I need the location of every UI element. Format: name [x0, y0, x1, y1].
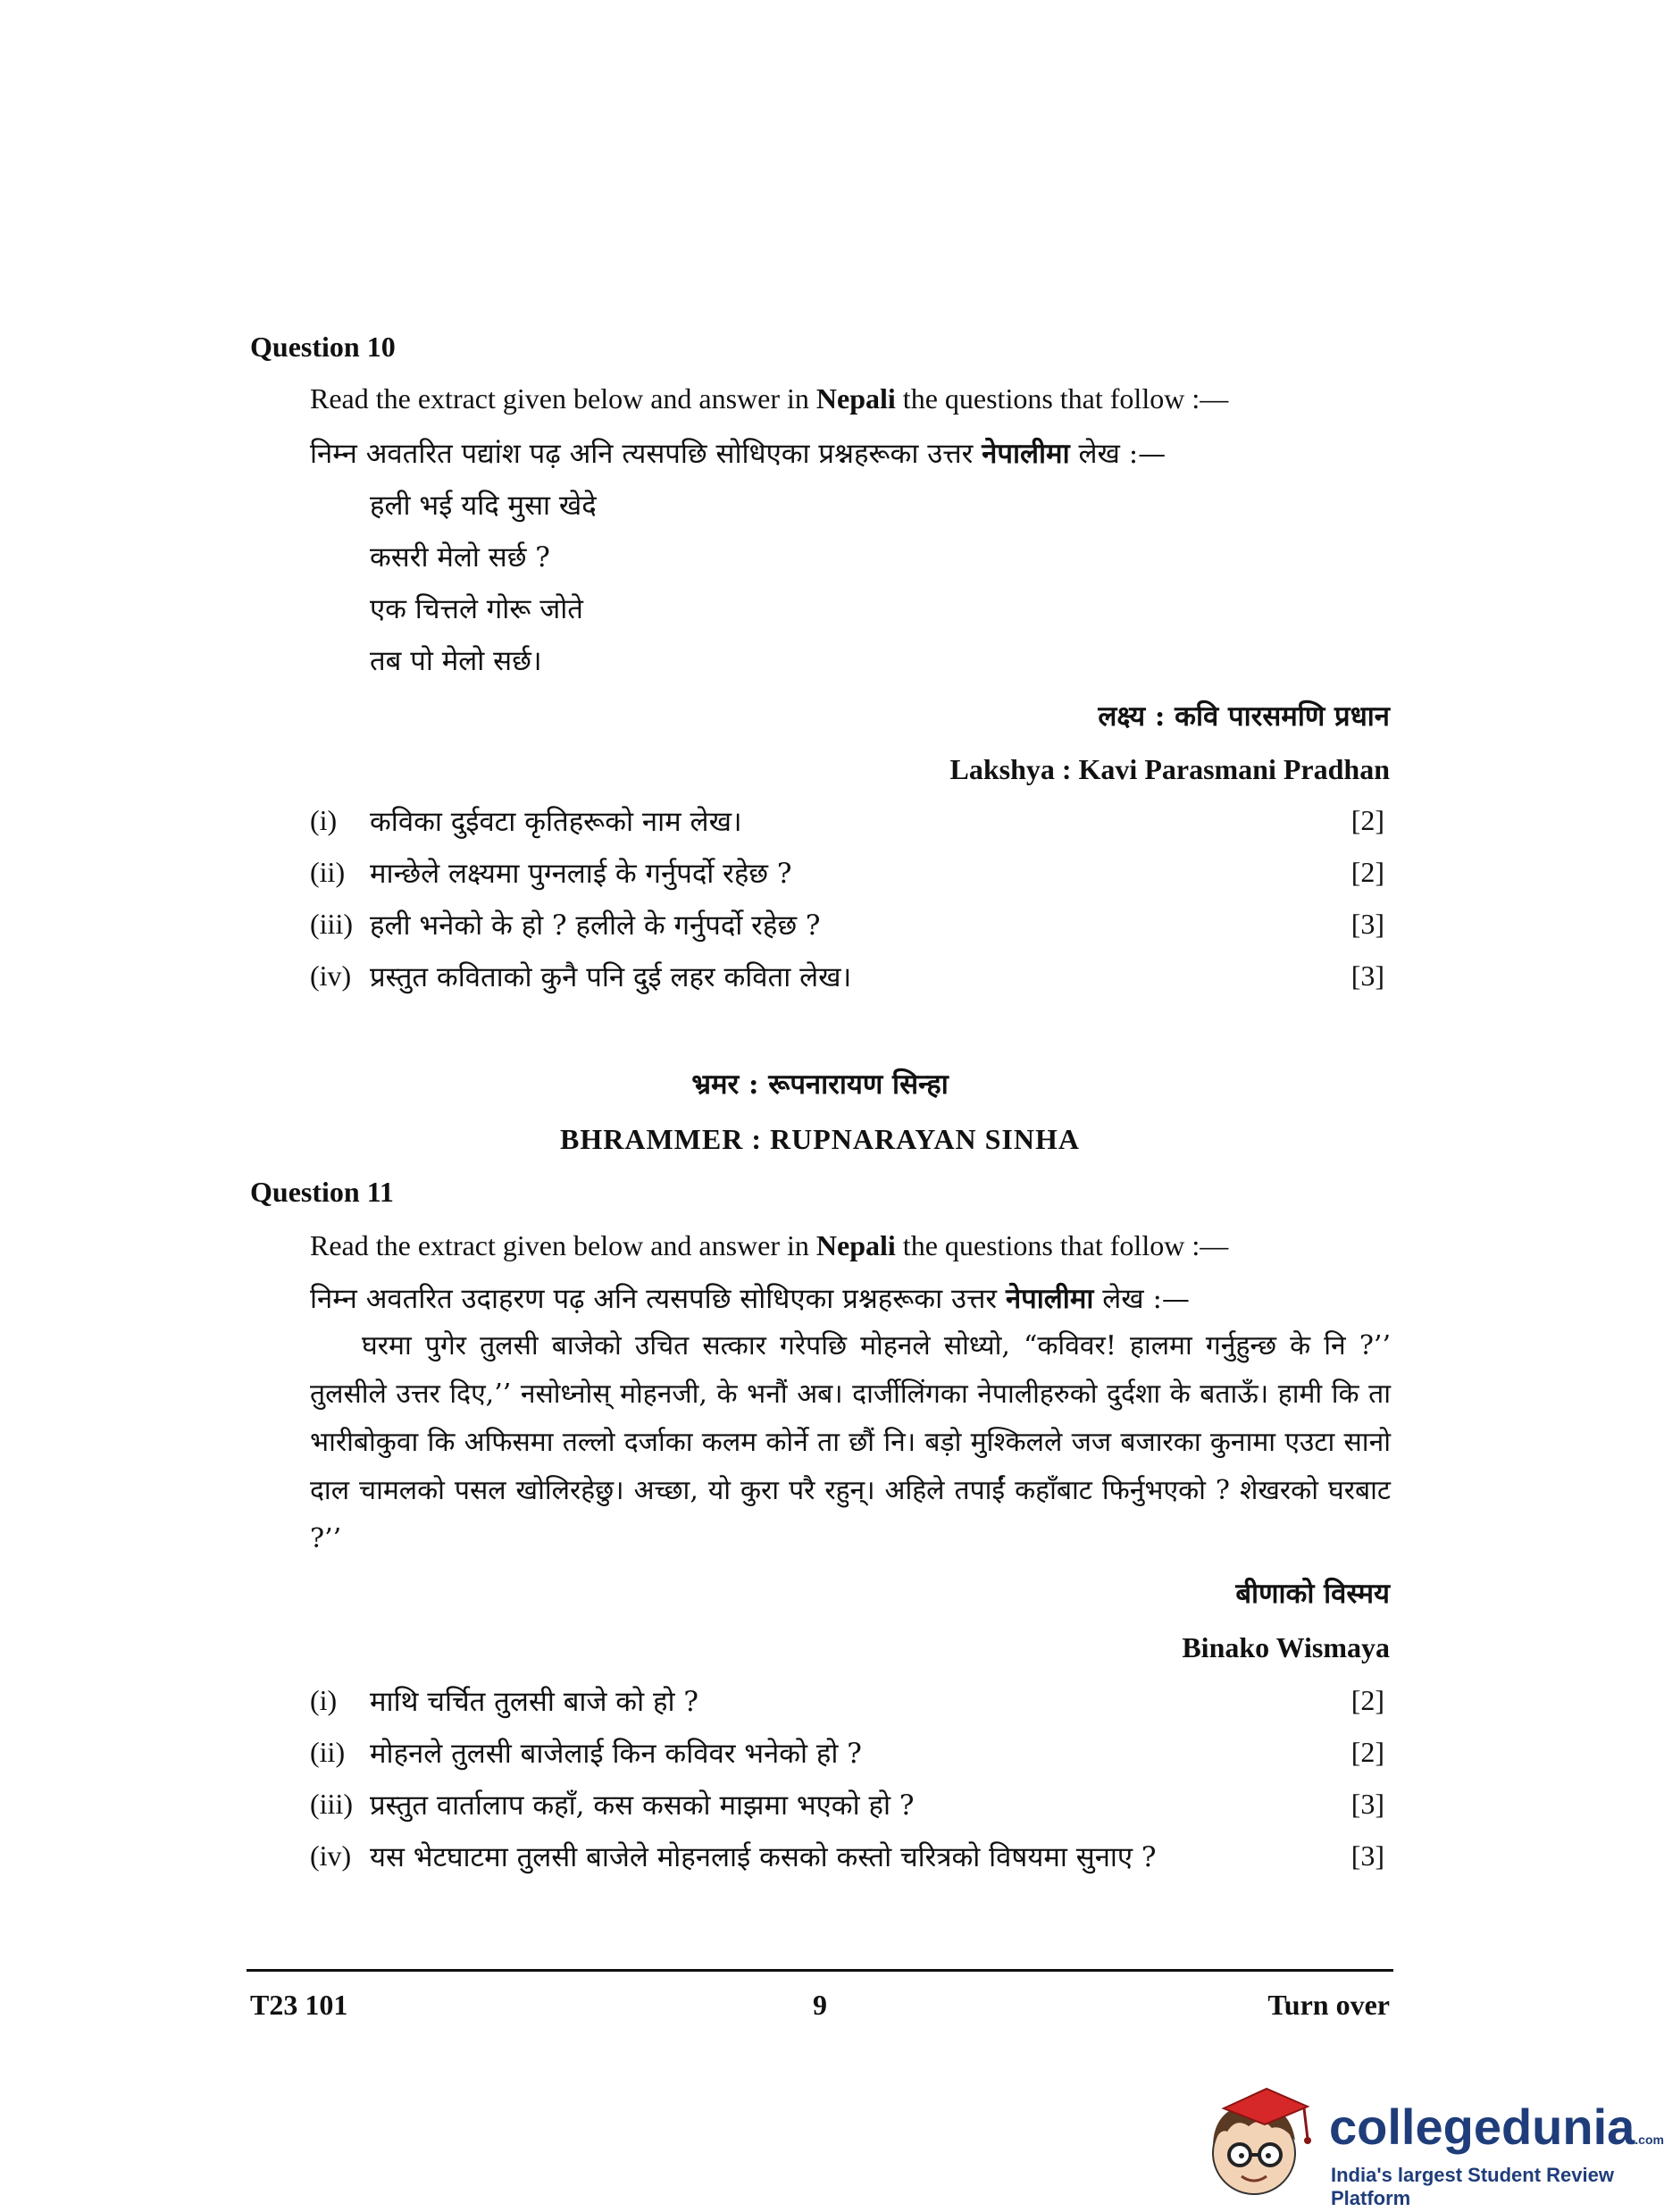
q10-source-en: Lakshya : Kavi Parasmani Pradhan — [949, 753, 1390, 785]
q11-subq-text: माथि चर्चित तुलसी बाजे को हो ? — [370, 1686, 698, 1718]
section-title-ne: भ्रमर : रूपनारायण सिन्हा — [691, 1068, 949, 1101]
q10-poem-line: एक चित्तले गोरू जोते — [370, 593, 583, 625]
collegedunia-logo[interactable] — [1197, 2082, 1664, 2209]
footer-rule — [247, 1969, 1393, 1972]
logo-wordmark: collegedunia.com — [1329, 2099, 1664, 2155]
q11-subq-number: (iii) — [310, 1788, 353, 1820]
q10-subq-number: (i) — [310, 804, 338, 836]
q10-subq-text: मान्छेले लक्ष्यमा पुग्नलाई के गर्नुपर्दो रहेछ ? — [370, 858, 792, 890]
q10-poem-line: कसरी मेलो सर्छ ? — [370, 541, 550, 574]
q10-instruction-en: Read the extract given below and answer in Nepali the questions that follow :— — [310, 382, 1229, 415]
q10-subq-text: कविका दुईवटा कृतिहरूको नाम लेख। — [370, 806, 742, 838]
footer-code: T23 101 — [250, 1989, 348, 2021]
q10-subq-text: प्रस्तुत कविताको कुनै पनि दुई लहर कविता लेख। — [370, 961, 852, 993]
mascot-icon — [1197, 2082, 1322, 2207]
footer-page-number: 9 — [813, 1989, 827, 2021]
logo-tagline: India's largest Student Review Platform — [1331, 2164, 1614, 2209]
q11-source-ne: बीणाको विस्मय — [1235, 1578, 1390, 1610]
q11-subq-text: यस भेटघाटमा तुलसी बाजेले मोहनलाई कसको कस्तो चरित्रको विषयमा सुनाए ? — [370, 1841, 1157, 1873]
q11-subq-text: प्रस्तुत वार्तालाप कहाँ, कस कसको माझमा भएको हो ? — [370, 1789, 915, 1822]
q11-heading: Question 11 — [250, 1176, 394, 1208]
q11-subq-marks: [3] — [1350, 1788, 1384, 1820]
q10-subq-marks: [2] — [1350, 804, 1384, 836]
q10-heading: Question 10 — [250, 331, 396, 363]
q10-subq-marks: [2] — [1350, 856, 1384, 888]
q10-subq-number: (ii) — [310, 856, 346, 888]
footer-turn-over: Turn over — [1267, 1989, 1390, 2021]
q10-subq-number: (iii) — [310, 908, 353, 940]
q10-subq-marks: [3] — [1350, 908, 1384, 940]
q10-subq-number: (iv) — [310, 959, 352, 992]
q11-subq-text: मोहनले तुलसी बाजेलाई किन कविवर भनेको हो ? — [370, 1738, 862, 1770]
q10-poem-line: तब पो मेलो सर्छ। — [370, 645, 542, 677]
q10-instruction-ne: निम्न अवतरित पद्यांश पढ़ अनि त्यसपछि सोधिएका प्रश्नहरूका उत्तर नेपालीमा लेख :— — [310, 438, 1166, 470]
q10-poem-line: हली भई यदि मुसा खेदे — [370, 490, 597, 522]
q11-source-en: Binako Wismaya — [1182, 1631, 1390, 1663]
q11-subq-marks: [2] — [1350, 1736, 1384, 1768]
q11-passage: घरमा पुगेर तुलसी बाजेको उचित सत्कार गरेपछि मोहनले सोध्यो, “कविवर! हालमा गर्नुहुन्छ के नि ?’’ तुलसीले उत्तर दिए,’’ नसोध्नोस् मोहनजी, के भनौं अब। दार्जीलिंगका नेपालीहरुको दुर्दशा के बताऊँ। हामी कि ता भारीबोकुवा कि अफिसमा तल्लो दर्जाका कलम कोर्ने ता छौं नि। बड़ो मुश्किलले जज बजारका कुनामा एउटा सानो दाल चामलको पसल खोलिरहेछु। अच्छा, यो कुरा परै रहुन्। अहिले तपाईं कहाँबाट फिर्नुभएको ? शेखरको घरबाट ?’’ — [310, 1330, 1391, 1554]
q11-subq-number: (ii) — [310, 1736, 346, 1768]
q11-subq-marks: [3] — [1350, 1839, 1384, 1872]
q10-subq-marks: [3] — [1350, 959, 1384, 992]
q11-subq-marks: [2] — [1350, 1684, 1384, 1716]
q11-subq-number: (i) — [310, 1684, 338, 1716]
q11-instruction-en: Read the extract given below and answer in Nepali the questions that follow :— — [310, 1229, 1229, 1261]
q10-source-ne: लक्ष्य : कवि पारसमणि प्रधान — [1098, 700, 1390, 733]
section-title-en: BHRAMMER : RUPNARAYAN SINHA — [560, 1123, 1080, 1155]
q11-subq-number: (iv) — [310, 1839, 352, 1872]
q11-instruction-ne: निम्न अवतरित उदाहरण पढ़ अनि त्यसपछि सोधिएका प्रश्नहरूका उत्तर नेपालीमा लेख :— — [310, 1283, 1190, 1315]
q10-subq-text: हली भनेको के हो ? हलीले के गर्नुपर्दो रहेछ ? — [370, 909, 821, 942]
